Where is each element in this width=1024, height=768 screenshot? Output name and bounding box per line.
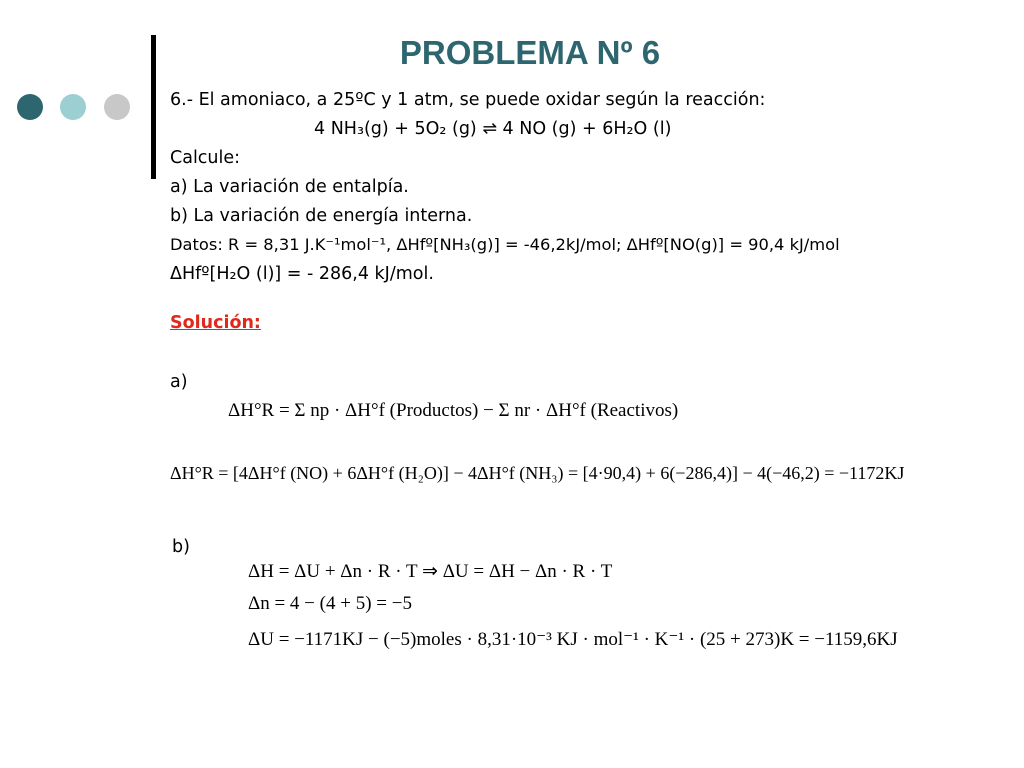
part-b-label: b) [172, 537, 190, 557]
part-a-equation-1: ΔH°R = Σ np · ΔH°f (Productos) − Σ nr · ΔH°f (Reactivos) [228, 400, 679, 421]
reaction-equation: 4 NH₃(g) + 5O₂ (g) ⇌ 4 NO (g) + 6H₂O (l) [314, 119, 672, 139]
decorative-dot-gray [104, 94, 130, 120]
data-line-2: ΔHfº[H₂O (l)] = - 286,4 kJ/mol. [170, 264, 434, 284]
decorative-dot-light [60, 94, 86, 120]
solution-label: Solución: [170, 313, 261, 333]
part-a-equation-2: ΔH°R = [4ΔH°f (NO) + 6ΔH°f (H₂O)] − 4ΔH°f (NH₃) = [4·90,4) + 6(−286,4)] − 4(−46,2) = −1172KJ [170, 463, 905, 483]
question-a: a) La variación de entalpía. [170, 177, 409, 197]
data-line-1: Datos: R = 8,31 J.K⁻¹mol⁻¹, ΔHfº[NH₃(g)] = -46,2kJ/mol; ΔHfº[NO(g)] = 90,4 kJ/mol [170, 235, 840, 254]
part-a-label: a) [170, 372, 188, 392]
part-b-equation-2: Δn = 4 − (4 + 5) = −5 [248, 593, 412, 614]
part-b-equation-1: ΔH = ΔU + Δn · R · T ⇒ ΔU = ΔH − Δn · R · T [248, 561, 613, 582]
calcule-heading: Calcule: [170, 148, 241, 168]
vertical-divider [151, 35, 156, 179]
slide-title: PROBLEMA Nº 6 [399, 34, 661, 71]
decorative-dot-dark [17, 94, 43, 120]
part-b-equation-3: ΔU = −1171KJ − (−5)moles · 8,31·10⁻³ KJ · mol⁻¹ · K⁻¹ · (25 + 273)K = −1159,6KJ [248, 629, 898, 650]
problem-statement: 6.- El amoniaco, a 25ºC y 1 atm, se puede oxidar según la reacción: [170, 90, 766, 110]
question-b: b) La variación de energía interna. [170, 206, 473, 226]
